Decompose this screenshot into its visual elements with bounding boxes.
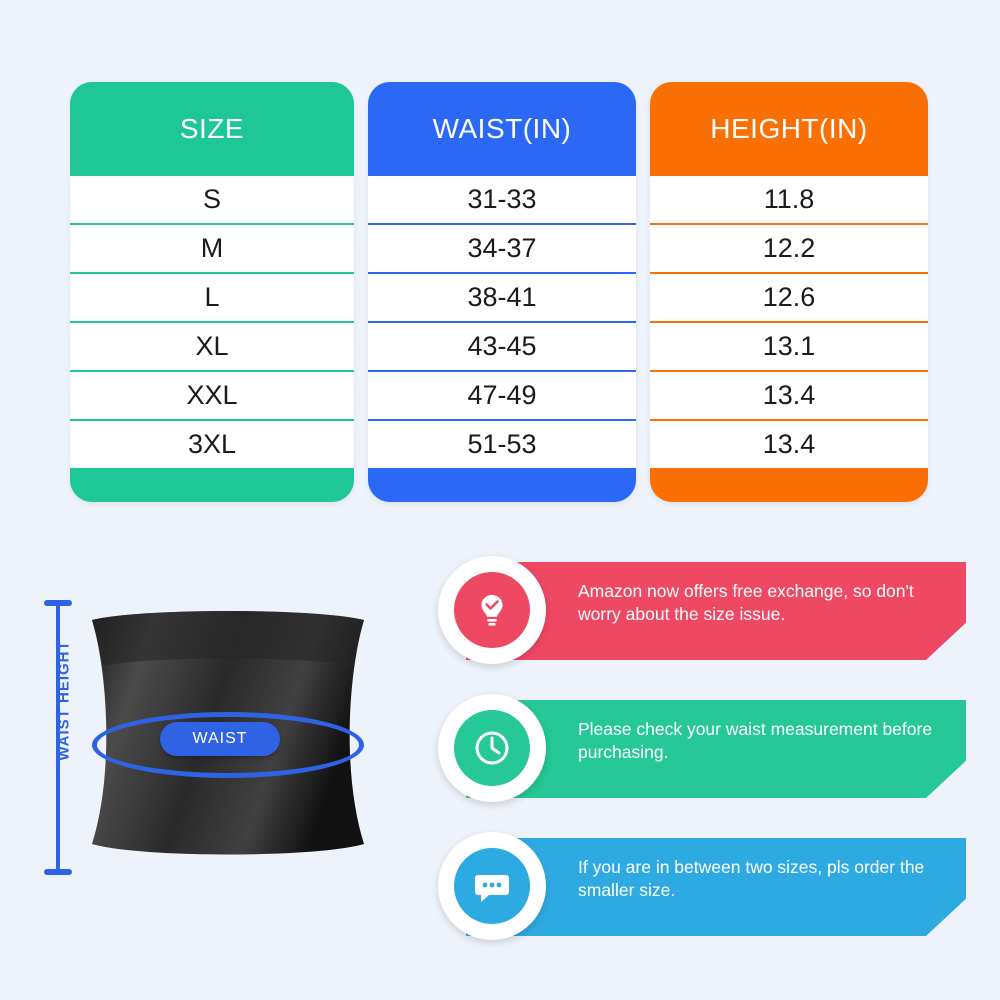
note-item	[438, 694, 968, 804]
waist-height-indicator	[38, 600, 78, 875]
table-cell: 47-49	[368, 372, 636, 419]
product-illustration	[20, 560, 430, 970]
note-text: Please check your waist measurement before purchasing.	[578, 719, 933, 763]
lightbulb-icon	[454, 572, 530, 648]
table-cell: XXL	[70, 372, 354, 419]
table-cell: 13.4	[650, 421, 928, 468]
table-column-size	[70, 82, 354, 502]
note-badge	[438, 694, 546, 802]
column-cells-waist	[368, 176, 636, 502]
table-column-height	[650, 82, 928, 502]
size-chart-table	[70, 82, 930, 502]
notes-panel	[438, 556, 968, 966]
table-cell: 13.1	[650, 323, 928, 370]
note-text: Amazon now offers free exchange, so don't worry about the size issue.	[578, 581, 914, 625]
note-item	[438, 832, 968, 942]
table-cell: S	[70, 176, 354, 223]
table-cell: 12.6	[650, 274, 928, 321]
note-text: If you are in between two sizes, pls order the smaller size.	[578, 857, 925, 901]
column-header-height: HEIGHT(IN)	[710, 113, 868, 144]
table-cell: 3XL	[70, 421, 354, 468]
waist-height-label: WAIST HEIGHT	[55, 640, 73, 761]
table-cell: 34-37	[368, 225, 636, 272]
table-cell: 11.8	[650, 176, 928, 223]
column-cells-height	[650, 176, 928, 502]
table-cell: M	[70, 225, 354, 272]
column-cells-size	[70, 176, 354, 502]
height-cap-bottom	[44, 869, 72, 875]
column-header-size: SIZE	[179, 113, 245, 144]
column-header-waist: WAIST(IN)	[432, 113, 572, 144]
clock-icon	[454, 710, 530, 786]
note-badge	[438, 556, 546, 664]
table-cell: 38-41	[368, 274, 636, 321]
table-cell: L	[70, 274, 354, 321]
table-column-waist	[368, 82, 636, 502]
table-cell: XL	[70, 323, 354, 370]
chat-bubble-icon	[454, 848, 530, 924]
table-cell: 31-33	[368, 176, 636, 223]
note-badge	[438, 832, 546, 940]
table-cell: 51-53	[368, 421, 636, 468]
note-item	[438, 556, 968, 666]
table-cell: 12.2	[650, 225, 928, 272]
waist-label: WAIST	[160, 722, 280, 756]
table-cell: 13.4	[650, 372, 928, 419]
table-cell: 43-45	[368, 323, 636, 370]
